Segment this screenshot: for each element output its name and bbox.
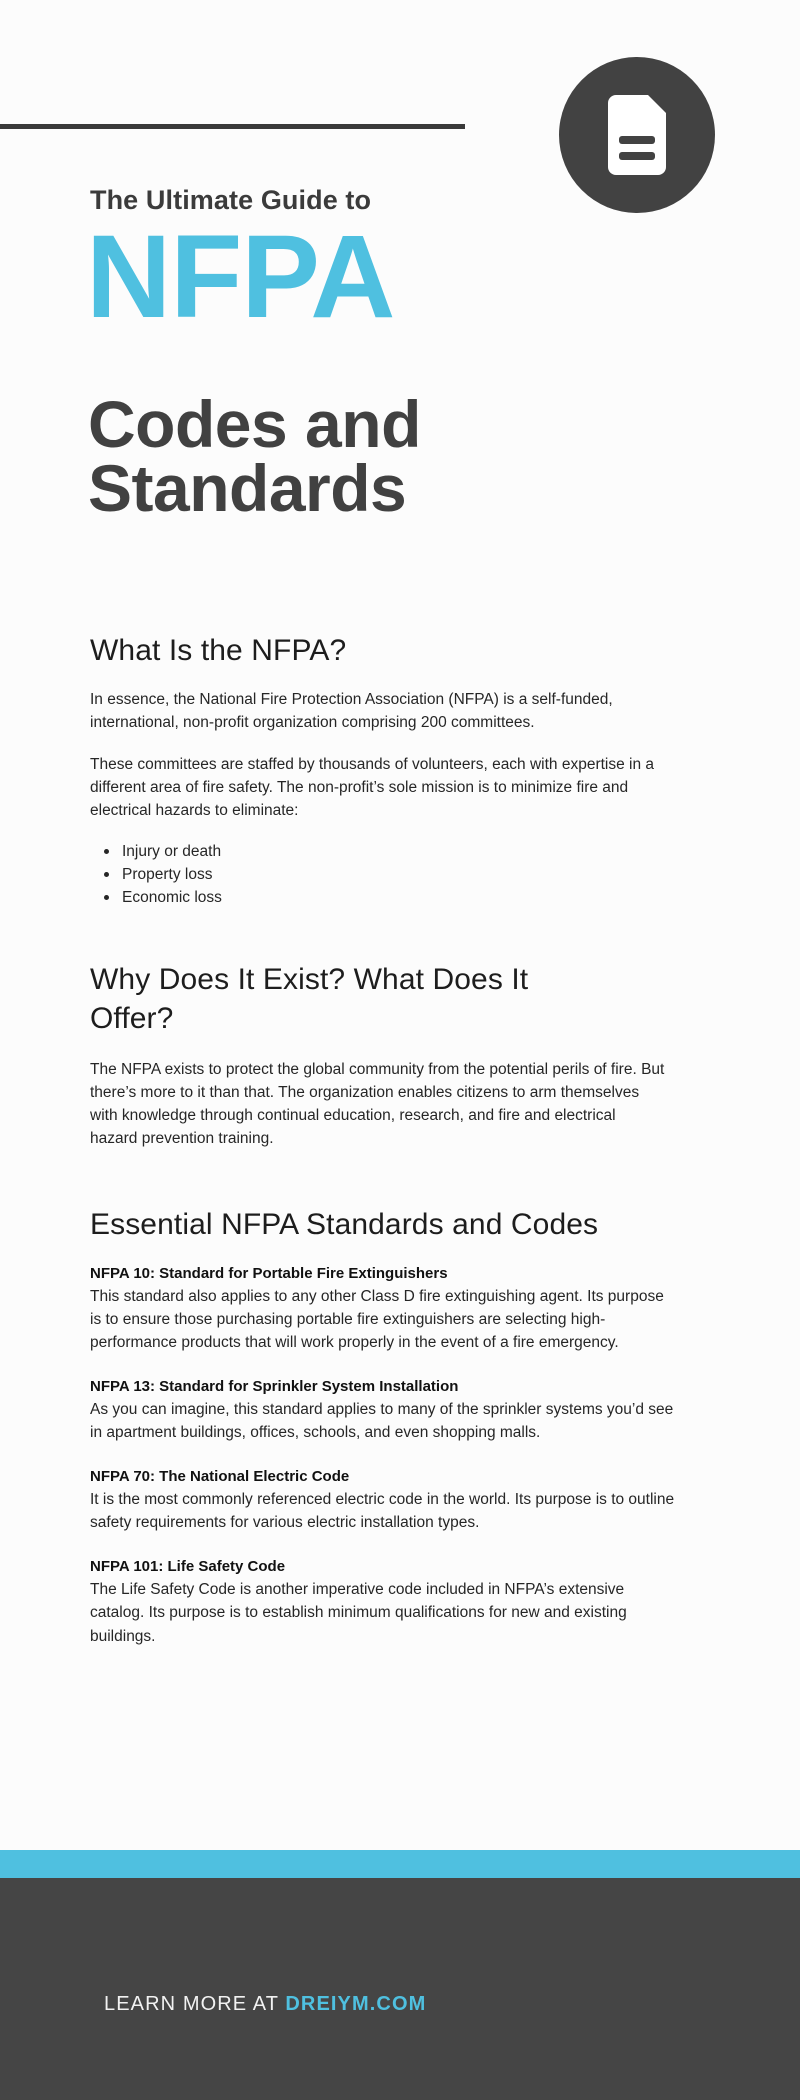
page-title-main: NFPA — [86, 211, 395, 343]
standard-item — [90, 1263, 675, 1354]
page-title-subtitle — [88, 387, 421, 526]
standard-title: NFPA 13: Standard for Sprinkler System Installation — [90, 1377, 459, 1395]
section-heading-what-is-nfpa: What Is the NFPA? — [90, 634, 347, 667]
section-why-exist — [90, 961, 710, 1150]
list-item: Property loss — [122, 863, 710, 886]
page-title-line-3: Standards — [88, 451, 407, 526]
standard-description: As you can imagine, this standard applies to many of the sprinkler systems you’d see in apartment buildings, offices, schools, and even shopping malls. — [90, 1400, 674, 1442]
standard-description: The Life Safety Code is another imperative code included in NFPA’s extensive catalog. Its purpose is to establish minimum qualifications for new and existing buildings. — [90, 1581, 627, 1645]
content-body — [0, 560, 800, 1850]
paragraph-what-1: In essence, the National Fire Protection Association (NFPA) is a self-funded, international, non-profit organization comprising 200 committees. — [90, 691, 613, 732]
footer-cta-lead: LEARN MORE AT — [104, 1993, 286, 2015]
standard-title: NFPA 101: Life Safety Code — [90, 1558, 286, 1576]
hazard-elimination-list — [90, 840, 710, 909]
standard-item — [90, 1466, 675, 1534]
standard-description: It is the most commonly referenced electric code in the world. Its purpose is to outline safety requirements for various electric installation types. — [90, 1491, 675, 1532]
standard-item — [90, 1376, 675, 1444]
footer-section — [0, 1878, 800, 2100]
footer-domain-link[interactable]: DREIYM.COM — [285, 1993, 427, 2015]
document-icon — [559, 57, 715, 213]
page-title-line-2: Codes and — [88, 387, 421, 461]
section-heading-why-exist: Why Does It Exist? What Does It Offer? — [90, 963, 529, 1035]
standard-item — [90, 1556, 675, 1647]
footer-cta — [104, 1993, 426, 2016]
section-heading-essential-standards: Essential NFPA Standards and Codes — [90, 1208, 599, 1242]
section-what-is-nfpa — [90, 632, 710, 909]
header-eyebrow: The Ultimate Guide to — [90, 185, 372, 215]
header-divider-rule — [0, 124, 465, 129]
list-item: Economic loss — [122, 886, 710, 909]
footer-accent-bar — [0, 1850, 800, 1878]
paragraph-why-1: The NFPA exists to protect the global community from the potential perils of fire. But there’s more to it than that. The organization enables citizens to arm themselves with knowledge through continual education, research, and fire and electrical hazard prevention training. — [90, 1060, 665, 1148]
standard-title: NFPA 70: The National Electric Code — [90, 1468, 350, 1486]
paragraph-what-2: These committees are staffed by thousands of volunteers, each with expertise in a different area of fire safety. The non-profit’s sole mission is to minimize fire and electrical hazards to eliminate: — [90, 755, 655, 819]
standard-title: NFPA 10: Standard for Portable Fire Extinguishers — [90, 1264, 448, 1282]
header-section — [0, 0, 800, 560]
standard-description: This standard also applies to any other Class D fire extinguishing agent. Its purpose is to ensure those purchasing portable fire extinguishers are selecting high-performance products that will work properly in the event of a fire emergency. — [90, 1287, 664, 1351]
section-essential-standards — [90, 1206, 710, 1647]
list-item: Injury or death — [122, 840, 710, 863]
